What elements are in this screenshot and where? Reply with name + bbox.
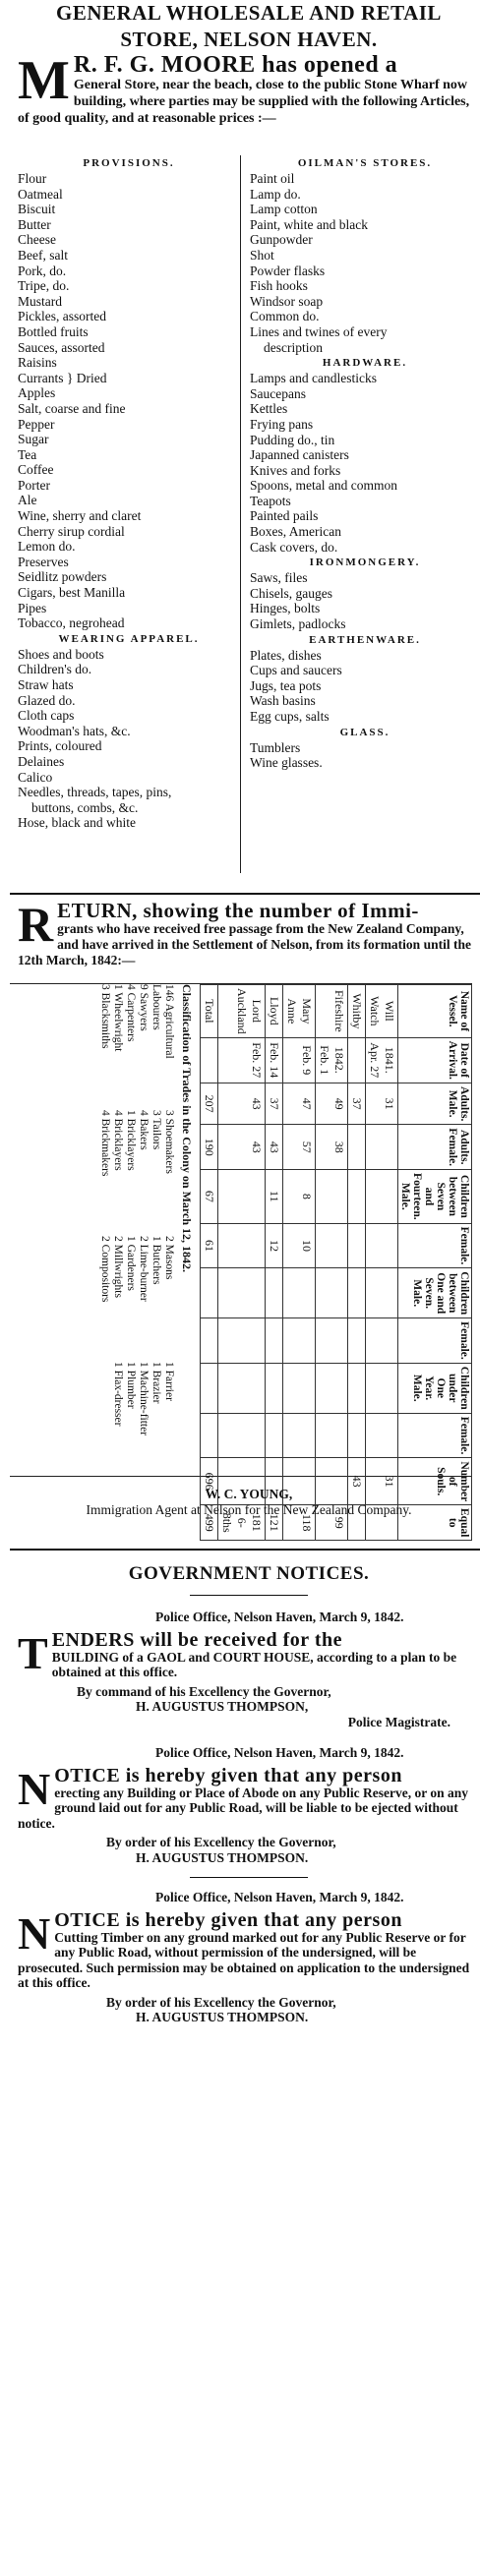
table-cell: 37	[348, 1083, 366, 1124]
trade-item: 4 Carpenters	[125, 984, 137, 1042]
table-cell	[201, 1037, 218, 1083]
article-item: Oatmeal	[18, 186, 63, 202]
article-item: Powder flasks	[250, 263, 326, 278]
table-cell: 57	[283, 1125, 316, 1170]
article-item: Biscuit	[18, 202, 56, 217]
table-cell: Fifeshire	[316, 985, 348, 1038]
article-item: Chisels, gauges	[250, 585, 332, 601]
notice2-body	[18, 1764, 480, 1831]
trade-item: 1 Bricklayers	[125, 1110, 137, 1171]
article-item: Saws, files	[250, 570, 308, 586]
article-item: Seidlitz powders	[18, 569, 107, 585]
table-cell	[201, 1318, 218, 1364]
article-item: Raisins	[18, 355, 57, 371]
government-notices	[18, 1563, 480, 2025]
table-header-row	[398, 985, 472, 1541]
article-item: Glazed do.	[18, 692, 76, 708]
notice1-text: BUILDING of a GAOL and COURT HOUSE, according to a plan to be obtained at this office.	[51, 1649, 457, 1679]
trade-item: 4 Bakers	[138, 1110, 150, 1150]
trade-item: 1 Brazier	[150, 1362, 162, 1404]
dropcap-n: N	[18, 1908, 51, 1959]
table-cell	[366, 1318, 398, 1364]
article-item: Straw hats	[18, 677, 74, 692]
trade-item: 3 Blacksmiths	[99, 984, 111, 1049]
column-header: Adults. Male.	[398, 1083, 472, 1124]
dropcap-r: R	[18, 897, 54, 952]
notice2-date: Police Office, Nelson Haven, March 9, 1842.	[155, 1745, 404, 1760]
right-column	[250, 155, 480, 771]
article-item: Cloth caps	[18, 708, 75, 724]
trade-item: 2 Millwrights	[112, 1236, 124, 1298]
trade-item: 1 Flax-dresser	[112, 1362, 124, 1427]
trade-item: 1 Butchers	[150, 1236, 162, 1285]
article-item: Paint, white and black	[250, 216, 368, 232]
table-cell: Feb. 9	[283, 1037, 316, 1083]
table-cell	[316, 1223, 348, 1268]
section-rule	[10, 1549, 480, 1551]
table-cell	[283, 1268, 316, 1318]
table-cell	[283, 1413, 316, 1458]
notices-heading: GOVERNMENT NOTICES.	[128, 1563, 370, 1584]
signature-title: Immigration Agent at Nelson for the New Zealand Company.	[86, 1502, 412, 1517]
notice2-sig: H. AUGUSTUS THOMPSON.	[136, 1849, 309, 1865]
notice3-by: By order of his Excellency the Governor,	[106, 1994, 336, 2010]
column-header: Children between One and Seven. Male.	[398, 1268, 472, 1318]
article-item: Delaines	[18, 753, 65, 769]
table-cell: 8	[283, 1170, 316, 1224]
article-item: Egg cups, salts	[250, 709, 330, 724]
table-cell	[366, 1363, 398, 1413]
article-item: Shoes and boots	[18, 646, 104, 662]
article-item: Hinges, bolts	[250, 601, 321, 616]
article-item: Tea	[18, 446, 37, 462]
left-column	[18, 155, 240, 831]
trade-item: 1 Gardeners	[125, 1236, 137, 1291]
table-cell: Total	[201, 985, 218, 1038]
store-intro-text: General Store, near the beach, close to the public Stone Wharf now building, where parties may be supplied with the following Articles, of good quality, and at reasonable prices :—	[18, 78, 470, 126]
article-item: Pudding do., tin	[250, 432, 335, 447]
table-row	[316, 985, 348, 1541]
article-item: Kettles	[250, 401, 288, 417]
column-header: Children under One Year. Male.	[398, 1363, 472, 1413]
notice2-lead: OTICE is hereby given that any person	[54, 1765, 402, 1786]
article-item: Saucepans	[250, 385, 306, 401]
article-columns	[18, 155, 480, 883]
article-item: description	[264, 339, 323, 355]
article-item: Paint oil	[250, 171, 295, 186]
article-item: Wash basins	[250, 693, 316, 709]
notice3-sig: H. AUGUSTUS THOMPSON.	[136, 2010, 309, 2024]
column-header: Adults. Female.	[398, 1125, 472, 1170]
article-item: Spoons, metal and common	[250, 478, 397, 494]
table-row	[348, 985, 366, 1541]
article-item: Wine glasses.	[250, 755, 323, 771]
trade-item: 3 Tailors	[150, 1110, 162, 1150]
column-header: Name of Vessel.	[398, 985, 472, 1038]
article-item: Coffee	[18, 462, 54, 478]
column-header: Equal to	[398, 1505, 472, 1541]
table-body	[201, 985, 398, 1541]
article-item: Cheese	[18, 232, 56, 248]
trade-item: 2 Masons	[163, 1236, 175, 1280]
table-cell	[201, 1413, 218, 1458]
store-intro	[18, 50, 480, 127]
table-cell	[218, 1170, 266, 1224]
article-item: Lines and twines of every	[250, 323, 388, 339]
table-cell	[283, 1318, 316, 1364]
table-cell	[266, 1363, 283, 1413]
article-item: buttons, combs, &c.	[31, 799, 139, 815]
notice2-text: erecting any Building or Place of Abode on any Public Reserve, or on any ground laid out for any Public Road, will be liable to be ejected without notice.	[18, 1785, 468, 1831]
article-item: Fish hooks	[250, 278, 308, 294]
table-cell: Feb. 14	[266, 1037, 283, 1083]
table-cell: 11	[266, 1170, 283, 1224]
table-cell	[348, 1170, 366, 1224]
trade-item: 1 Machine-fitter	[138, 1362, 150, 1436]
table-cell	[201, 1363, 218, 1413]
article-item: Teapots	[250, 493, 291, 508]
table-cell	[218, 1223, 266, 1268]
store-intro-lead: R. F. G. MOORE has opened a	[73, 52, 398, 78]
table-cell: 1842. Feb. 1	[316, 1037, 348, 1083]
article-item: Wine, sherry and claret	[18, 508, 142, 524]
article-item: Pork, do.	[18, 263, 67, 278]
article-item: Windsor soap	[250, 293, 324, 309]
article-item: Tobacco, negrohead	[18, 615, 125, 631]
table-cell: 31	[366, 1083, 398, 1124]
table-cell: 31	[366, 1458, 398, 1505]
article-item: Apples	[18, 385, 56, 401]
trade-item: 146 Agricultural Labourers	[150, 984, 175, 1059]
table-row	[266, 985, 283, 1541]
return-signature	[18, 1487, 480, 1518]
notice1-body	[18, 1628, 480, 1680]
category-heading: HARDWARE.	[322, 357, 408, 370]
column-divider	[240, 155, 241, 873]
table-cell	[366, 1125, 398, 1170]
category-heading: EARTHENWARE.	[309, 633, 421, 646]
table-cell	[366, 1268, 398, 1318]
article-item: Frying pans	[250, 416, 314, 432]
category-heading: GLASS.	[339, 726, 390, 738]
article-item: Butter	[18, 216, 51, 232]
dropcap-n: N	[18, 1764, 51, 1814]
article-item: Bottled fruits	[18, 323, 89, 339]
table-cell: 43	[218, 1125, 266, 1170]
trade-item: 2 Compositors	[99, 1236, 111, 1303]
article-item: Lamp cotton	[250, 202, 318, 217]
table-cell	[316, 1363, 348, 1413]
table-cell: 47	[283, 1083, 316, 1124]
article-item: Lamp do.	[250, 186, 301, 202]
table-cell	[366, 1170, 398, 1224]
article-item: Currants } Dried	[18, 370, 107, 385]
article-item: Cigars, best Manilla	[18, 585, 126, 601]
trade-item: 4 Brickmakers	[99, 1110, 111, 1177]
article-item: Porter	[18, 477, 50, 493]
article-item: Knives and forks	[250, 462, 341, 478]
section-rule	[10, 893, 480, 895]
article-item: Woodman's hats, &c.	[18, 723, 131, 738]
return-title-lead: ETURN, showing the number of Immi-	[57, 899, 419, 922]
article-item: Gimlets, padlocks	[250, 616, 346, 632]
table-cell: 12	[266, 1223, 283, 1268]
table-cell	[348, 1223, 366, 1268]
table-cell: 121	[266, 1505, 283, 1541]
table-cell: 499	[201, 1505, 218, 1541]
trades-list	[98, 984, 175, 1476]
table-cell	[316, 1268, 348, 1318]
article-item: Salt, coarse and fine	[18, 400, 126, 416]
notice3-date: Police Office, Nelson Haven, March 9, 1842.	[155, 1890, 404, 1904]
category-heading: PROVISIONS.	[83, 157, 175, 169]
article-item: Mustard	[18, 293, 62, 309]
table-cell	[348, 1363, 366, 1413]
article-item: Calico	[18, 769, 53, 785]
article-item: Shot	[250, 247, 274, 263]
column-header: Children between Seven and Fourteen. Male.	[398, 1170, 472, 1224]
column-header: Date of Arrival.	[398, 1037, 472, 1083]
table-cell: 190	[201, 1125, 218, 1170]
article-item: Children's do.	[18, 662, 92, 677]
article-item: Beef, salt	[18, 247, 68, 263]
table-cell: 43	[218, 1083, 266, 1124]
article-item: Flour	[18, 171, 47, 186]
table-cell	[348, 1318, 366, 1364]
article-item: Pickles, assorted	[18, 309, 106, 324]
classification-title: Classification of Trades in the Colony on March 12, 1842.	[180, 984, 194, 1273]
column-header: Female.	[398, 1318, 472, 1364]
trade-item: 1 Farrier	[163, 1362, 175, 1401]
article-item: Common do.	[250, 309, 320, 324]
article-item: Tumblers	[250, 739, 301, 755]
table-cell: Lord Auckland	[218, 985, 266, 1038]
notice1-by: By command of his Excellency the Governor,	[77, 1683, 331, 1699]
article-item: Gunpowder	[250, 232, 313, 248]
table-cell: 10	[283, 1223, 316, 1268]
table-cell	[316, 1413, 348, 1458]
table-cell: Lloyd	[266, 985, 283, 1038]
notice3-text: Cutting Timber on any ground marked out for any Public Reserve or for any Public Road, without permission of the undersigned, will be prosecuted. Such permission may be obtained on application to the undersigned at this office.	[18, 1929, 470, 1990]
article-item: Lemon do.	[18, 539, 76, 555]
notice1-role: Police Magistrate.	[347, 1714, 450, 1729]
article-item: Jugs, tea pots	[250, 677, 322, 693]
store-advert	[18, 0, 480, 831]
table-cell: 38	[316, 1125, 348, 1170]
dropcap-t: T	[18, 1628, 48, 1678]
table-row	[201, 985, 218, 1541]
article-item: Boxes, American	[250, 524, 341, 540]
article-item: Preserves	[18, 554, 69, 569]
table-cell	[201, 1268, 218, 1318]
notice1-sig: H. AUGUSTUS THOMPSON,	[136, 1699, 309, 1714]
column-header: Number of Souls.	[398, 1458, 472, 1505]
column-header: Female.	[398, 1413, 472, 1458]
article-item: Pipes	[18, 600, 47, 615]
article-item: Cask covers, do.	[250, 539, 338, 555]
table-cell	[348, 1037, 366, 1083]
table-cell: 61	[201, 1223, 218, 1268]
category-heading: WEARING APPAREL.	[58, 632, 200, 645]
table-cell	[348, 1125, 366, 1170]
signature-name: W. C. YOUNG,	[205, 1487, 293, 1501]
table-cell	[316, 1170, 348, 1224]
store-heading: GENERAL WHOLESALE AND RETAIL STORE, NELSON HAVEN.	[56, 1, 442, 51]
dropcap-m: M	[18, 50, 70, 111]
trade-item: 1 Wheelwright	[112, 984, 124, 1052]
article-item: Cups and saucers	[250, 663, 342, 678]
table-cell: 37	[266, 1083, 283, 1124]
table-cell	[366, 1223, 398, 1268]
trade-item: 2 Lime-burner	[138, 1236, 150, 1302]
article-item: Pepper	[18, 416, 55, 432]
notice3-body	[18, 1908, 480, 1991]
table-cell: 49	[316, 1083, 348, 1124]
category-heading: OILMAN'S STORES.	[297, 157, 433, 169]
column-header: Female.	[398, 1223, 472, 1268]
article-item: Japanned canisters	[250, 447, 349, 463]
category-heading: IRONMONGERY.	[309, 556, 421, 569]
table-cell: 43	[266, 1125, 283, 1170]
return-intro	[18, 897, 480, 968]
table-cell	[266, 1268, 283, 1318]
table-cell	[266, 1413, 283, 1458]
trade-item: 1 Plumber	[125, 1362, 137, 1409]
table-row	[218, 985, 266, 1541]
table-cell: Will Watch	[366, 985, 398, 1038]
table-cell	[218, 1318, 266, 1364]
table-cell	[218, 1363, 266, 1413]
table-cell: Whitby	[348, 985, 366, 1038]
table-cell	[366, 1413, 398, 1458]
article-item: Tripe, do.	[18, 278, 70, 294]
table-cell: Mary Anne	[283, 985, 316, 1038]
table-cell: 43	[348, 1458, 366, 1505]
heading-rule	[190, 1595, 308, 1596]
article-item: Needles, threads, tapes, pins,	[18, 785, 172, 800]
table-row	[366, 985, 398, 1541]
table-cell: 118	[283, 1505, 316, 1541]
trade-item: 4 Bricklayers	[112, 1110, 124, 1171]
article-item: Plates, dishes	[250, 647, 322, 663]
table-cell: 696	[201, 1458, 218, 1505]
table-cell: Feb. 27	[218, 1037, 266, 1083]
article-item: Lamps and candlesticks	[250, 371, 377, 386]
article-item: Painted pails	[250, 508, 319, 524]
table-cell	[266, 1318, 283, 1364]
return-title-text: grants who have received free passage from the New Zealand Company, and have arrived in the Settlement of Nelson, from its formation until the 12th March, 1842:—	[18, 921, 471, 967]
notice3-lead: OTICE is hereby given that any person	[54, 1909, 402, 1931]
table-cell	[218, 1268, 266, 1318]
trade-item: 3 Shoemakers	[163, 1110, 175, 1174]
notice2-by: By order of his Excellency the Governor,	[106, 1835, 336, 1849]
notice1-lead: ENDERS will be received for the	[51, 1629, 342, 1651]
article-item: Prints, coloured	[18, 738, 102, 754]
article-item: Cherry sirup cordial	[18, 523, 125, 539]
table-cell: 181 6-8ths	[218, 1505, 266, 1541]
table-cell	[348, 1413, 366, 1458]
notice-divider	[190, 1877, 308, 1878]
notice1-date: Police Office, Nelson Haven, March 9, 1842.	[155, 1610, 404, 1624]
table-cell: 1841. Apr. 27	[366, 1037, 398, 1083]
table-cell	[283, 1363, 316, 1413]
article-item: Hose, black and white	[18, 815, 136, 831]
table-cell	[218, 1413, 266, 1458]
table-cell	[348, 1268, 366, 1318]
article-item: Sauces, assorted	[18, 339, 105, 355]
table-cell	[316, 1318, 348, 1364]
table-cell: 99	[316, 1505, 348, 1541]
table-row	[283, 985, 316, 1541]
trade-item: 9 Sawyers	[138, 984, 150, 1031]
article-item: Ale	[18, 493, 37, 508]
article-item: Sugar	[18, 432, 49, 447]
table-cell: 67	[201, 1170, 218, 1224]
table-cell: 207	[201, 1083, 218, 1124]
